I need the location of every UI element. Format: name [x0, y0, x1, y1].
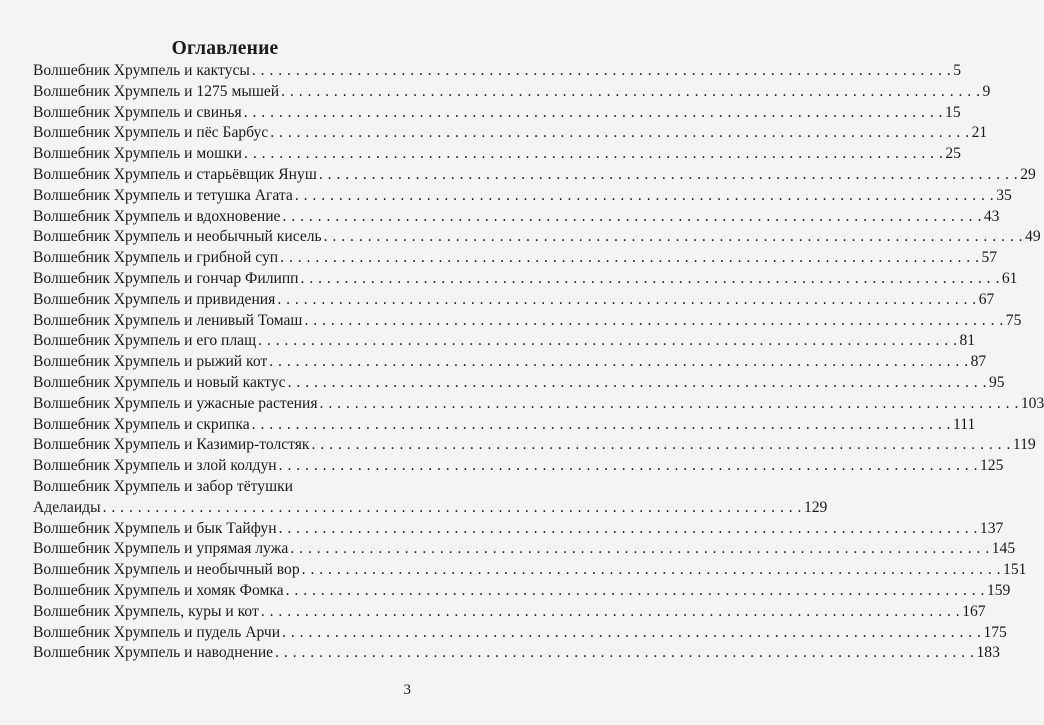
toc-entry-page: 145: [991, 540, 1016, 558]
toc-entry-page: 35: [996, 186, 1012, 204]
toc-entry-title: Волшебник Хрумпель и привидения: [33, 290, 276, 308]
toc-entry-page: 61: [1001, 269, 1018, 287]
dot-leader: . . . . . . . . . . . . . . . . . . . . . . . . . . . . . . . . . . . . . . . . . . . . . . . . . . . . . . . . . . . . . . . . . . . . . . . . . . . . . . . .: [287, 373, 987, 391]
toc-entry-title-line2: Аделаиды: [33, 498, 101, 516]
dot-leader: . . . . . . . . . . . . . . . . . . . . . . . . . . . . . . . . . . . . . . . . . . . . . . . . . . . . . . . . . . . . . . . . . . . . . . . . . . . . . . . .: [270, 124, 970, 142]
dot-leader: . . . . . . . . . . . . . . . . . . . . . . . . . . . . . . . . . . . . . . . . . . . . . . . . . . . . . . . . . . . . . . . . . . . . . . . . . . . . . . . .: [278, 519, 978, 537]
toc-entry: [33, 103, 961, 124]
toc-entry-title: Волшебник Хрумпель и новый кактус: [33, 373, 286, 391]
toc-entry-page: 25: [945, 145, 961, 163]
toc-entry-title: Волшебник Хрумпель и кактусы: [33, 62, 250, 79]
toc-entry-title: Волшебник Хрумпель и гончар Филипп: [33, 269, 299, 287]
toc-entry-title: Волшебник Хрумпель и его плащ: [33, 332, 257, 350]
toc-entry-page: 29: [1020, 165, 1036, 183]
toc-entry: [33, 560, 1027, 581]
toc-entry-title: Волшебник Хрумпель и упрямая лужа: [33, 540, 289, 558]
toc-entry-title: Волшебник Хрумпель и пёс Барбус: [33, 124, 269, 142]
toc-entry-title: Волшебник Хрумпель и забор тётушки: [33, 477, 293, 495]
toc-entry-page: 43: [983, 207, 1000, 225]
dot-leader: . . . . . . . . . . . . . . . . . . . . . . . . . . . . . . . . . . . . . . . . . . . . . . . . . . . . . . . . . . . . . . . . . . . . . . . . . . . . . . . .: [311, 436, 1011, 454]
toc-entry: [33, 269, 1018, 290]
toc-entry-title: Волшебник Хрумпель и пудель Арчи: [33, 623, 281, 641]
toc-entry-title: Волшебник Хрумпель и наводнение: [33, 644, 274, 662]
dot-leader: . . . . . . . . . . . . . . . . . . . . . . . . . . . . . . . . . . . . . . . . . . . . . . . . . . . . . . . . . . . . . . . . . . . . . . . . . . . . . . . .: [251, 62, 952, 79]
toc-entry-title: Волшебник Хрумпель и вдохновение: [33, 207, 281, 225]
dot-leader: . . . . . . . . . . . . . . . . . . . . . . . . . . . . . . . . . . . . . . . . . . . . . . . . . . . . . . . . . . . . . . . . . . . . . . . . . . . . . . . .: [301, 561, 1002, 579]
toc-entry: [33, 61, 962, 82]
toc-entry: [33, 352, 987, 373]
toc-entry-page: 175: [983, 623, 1007, 641]
toc-entry-page: 129: [803, 498, 828, 516]
toc-entry-title: Волшебник Хрумпель и свинья: [33, 103, 242, 121]
toc-entry: [33, 123, 988, 144]
toc-entry-page: 15: [945, 103, 961, 121]
dot-leader: . . . . . . . . . . . . . . . . . . . . . . . . . . . . . . . . . . . . . . . . . . . . . . . . . . . . . . . . . . . . . . . . . . . . . . . . . . . . . . . .: [258, 332, 958, 350]
toc-entry-title: Волшебник Хрумпель и хомяк Фомка: [33, 581, 284, 599]
toc-entry-title: Волшебник Хрумпель и ленивый Томаш: [33, 311, 303, 329]
toc-entry: [33, 477, 828, 519]
dot-leader: . . . . . . . . . . . . . . . . . . . . . . . . . . . . . . . . . . . . . . . . . . . . . . . . . . . . . . . . . . . . . . . . . . . . . . . . . . . . . . . .: [319, 394, 1019, 412]
toc-entry-title: Волшебник Хрумпель, куры и кот: [33, 602, 259, 620]
dot-leader: . . . . . . . . . . . . . . . . . . . . . . . . . . . . . . . . . . . . . . . . . . . . . . . . . . . . . . . . . . . . . . . . . . . . . . . . . . . . . . . .: [277, 290, 977, 308]
toc-entry: [33, 519, 1004, 540]
toc-entry-page: 87: [970, 353, 987, 371]
dot-leader: . . . . . . . . . . . . . . . . . . . . . . . . . . . . . . . . . . . . . . . . . . . . . . . . . . . . . . . . . . . . . . . . . . . . . . . . . . . . . . . .: [281, 82, 981, 100]
toc-entry: [33, 643, 1000, 664]
toc-entry: [33, 539, 1016, 560]
toc-entry: [33, 311, 1022, 332]
toc-entry-page: 5: [953, 62, 962, 79]
dot-leader: . . . . . . . . . . . . . . . . . . . . . . . . . . . . . . . . . . . . . . . . . . . . . . . . . . . . . . . . . . . . . . . . . . . . . . . . . . . . . . . .: [290, 540, 990, 558]
toc-entry-title: Волшебник Хрумпель и ужасные растения: [33, 394, 318, 412]
dot-leader: . . . . . . . . . . . . . . . . . . . . . . . . . . . . . . . . . . . . . . . . . . . . . . . . . . . . . . . . . . . . . . . . . . . . . . . . . . . . . . . .: [244, 145, 944, 163]
toc-entry-title: Волшебник Хрумпель и Казимир-толстяк: [33, 436, 310, 454]
toc-entry-title: Волшебник Хрумпель и бык Тайфун: [33, 519, 277, 537]
table-of-contents: [33, 61, 1044, 664]
toc-entry: [33, 456, 1004, 477]
toc-entry-page: 151: [1003, 561, 1027, 579]
toc-entry: [33, 415, 976, 436]
dot-leader: . . . . . . . . . . . . . . . . . . . . . . . . . . . . . . . . . . . . . . . . . . . . . . . . . . . . . . . . . . . . . . . . . . . . . . . . . . . . . . . .: [243, 103, 944, 121]
toc-entry: [33, 144, 961, 165]
toc-entry-page: 103: [1020, 394, 1044, 412]
toc-entry-page: 57: [981, 249, 998, 267]
toc-entry-page: 67: [978, 290, 995, 308]
toc-entry-continuation: [33, 498, 828, 519]
toc-entry-title: Волшебник Хрумпель и скрипка: [33, 415, 250, 433]
toc-entry-page: 137: [979, 519, 1004, 537]
toc-entry: [33, 394, 1044, 415]
page-number: 3: [403, 682, 411, 698]
toc-entry-title: Волшебник Хрумпель и злой колдун: [33, 457, 277, 475]
toc-entry-page: 81: [959, 332, 976, 350]
toc-entry-page: 111: [953, 415, 976, 433]
dot-leader: . . . . . . . . . . . . . . . . . . . . . . . . . . . . . . . . . . . . . . . . . . . . . . . . . . . . . . . . . . . . . . . . . . . . . . . . . . . . . . . .: [280, 249, 980, 267]
toc-entry-title: Волшебник Хрумпель и необычный вор: [33, 561, 300, 579]
dot-leader: . . . . . . . . . . . . . . . . . . . . . . . . . . . . . . . . . . . . . . . . . . . . . . . . . . . . . . . . . . . . . . . . . . . . . . . . . . . . . . . .: [318, 165, 1019, 183]
toc-entry: [33, 623, 1007, 644]
toc-entry: [33, 435, 1036, 456]
toc-entry-page: 9: [982, 82, 991, 100]
dot-leader: . . . . . . . . . . . . . . . . . . . . . . . . . . . . . . . . . . . . . . . . . . . . . . . . . . . . . . . . . . . . . . . . . . . . . . . . . . . . . . . .: [278, 457, 978, 475]
dot-leader: . . . . . . . . . . . . . . . . . . . . . . . . . . . . . . . . . . . . . . . . . . . . . . . . . . . . . . . . . . . . . . . . . . . . . . . . . . . . . . . .: [304, 311, 1004, 329]
toc-entry-title: Волшебник Хрумпель и старьёвщик Януш: [33, 165, 317, 183]
toc-entry-page: 183: [976, 644, 1000, 662]
toc-entry-page: 159: [986, 581, 1011, 599]
toc-entry-title: Волшебник Хрумпель и тетушка Агата: [33, 186, 293, 204]
toc-entry-page: 167: [962, 602, 986, 620]
dot-leader: . . . . . . . . . . . . . . . . . . . . . . . . . . . . . . . . . . . . . . . . . . . . . . . . . . . . . . . . . . . . . . . . . . . . . . . . . . . . . . . .: [282, 207, 982, 225]
toc-entry: [33, 602, 986, 623]
toc-entry-page: 21: [971, 124, 988, 142]
toc-entry: [33, 290, 995, 311]
dot-leader: . . . . . . . . . . . . . . . . . . . . . . . . . . . . . . . . . . . . . . . . . . . . . . . . . . . . . . . . . . . . . . . . . . . . . . . . . . . . . . . .: [269, 353, 969, 371]
toc-entry: [33, 186, 1012, 207]
toc-entry: [33, 82, 991, 103]
toc-entry-page: 125: [980, 457, 1004, 475]
dot-leader: . . . . . . . . . . . . . . . . . . . . . . . . . . . . . . . . . . . . . . . . . . . . . . . . . . . . . . . . . . . . . . . . . . . . . . . . . . . . . . . .: [300, 269, 1000, 287]
toc-entry: [33, 331, 976, 352]
toc-entry-page: 49: [1025, 228, 1041, 246]
dot-leader: . . . . . . . . . . . . . . . . . . . . . . . . . . . . . . . . . . . . . . . . . . . . . . . . . . . . . . . . . . . . . . . . . . . . . . . . . . . . . . . .: [275, 644, 975, 662]
dot-leader: . . . . . . . . . . . . . . . . . . . . . . . . . . . . . . . . . . . . . . . . . . . . . . . . . . . . . . . . . . . . . . . . . . . . . . . . . . . . . . . .: [285, 581, 985, 599]
toc-entry: [33, 165, 1036, 186]
dot-leader: . . . . . . . . . . . . . . . . . . . . . . . . . . . . . . . . . . . . . . . . . . . . . . . . . . . . . . . . . . . . . . . . . . . . . . . . . . . . . . . .: [251, 415, 952, 433]
toc-entry-page: 119: [1012, 436, 1036, 454]
toc-entry-page: 95: [988, 373, 1005, 391]
toc-entry: [33, 373, 1005, 394]
toc-entry: [33, 248, 998, 269]
toc-entry: [33, 581, 1011, 602]
toc-entry-title: Волшебник Хрумпель и 1275 мышей: [33, 82, 280, 100]
dot-leader: . . . . . . . . . . . . . . . . . . . . . . . . . . . . . . . . . . . . . . . . . . . . . . . . . . . . . . . . . . . . . . . . . . . . . . . . . . . . . . . .: [282, 623, 982, 641]
toc-entry-page: 75: [1005, 311, 1022, 329]
dot-leader: . . . . . . . . . . . . . . . . . . . . . . . . . . . . . . . . . . . . . . . . . . . . . . . . . . . . . . . . . . . . . . . . . . . . . . . . . . . . . . . .: [294, 186, 995, 204]
toc-title: Оглавление: [171, 38, 279, 59]
toc-entry-title: Волшебник Хрумпель и мошки: [33, 145, 243, 163]
dot-leader: . . . . . . . . . . . . . . . . . . . . . . . . . . . . . . . . . . . . . . . . . . . . . . . . . . . . . . . . . . . . . . . . . . . . . . . . . . . . . . . .: [102, 498, 802, 516]
dot-leader: . . . . . . . . . . . . . . . . . . . . . . . . . . . . . . . . . . . . . . . . . . . . . . . . . . . . . . . . . . . . . . . . . . . . . . . . . . . . . . . .: [323, 228, 1024, 246]
toc-entry: [33, 227, 1041, 248]
toc-entry: [33, 207, 1000, 228]
dot-leader: . . . . . . . . . . . . . . . . . . . . . . . . . . . . . . . . . . . . . . . . . . . . . . . . . . . . . . . . . . . . . . . . . . . . . . . . . . . . . . . .: [260, 602, 961, 620]
toc-entry-title: Волшебник Хрумпель и грибной суп: [33, 249, 279, 267]
toc-entry-title: Волшебник Хрумпель и рыжий кот: [33, 353, 268, 371]
toc-entry-title: Волшебник Хрумпель и необычный кисель: [33, 228, 322, 246]
